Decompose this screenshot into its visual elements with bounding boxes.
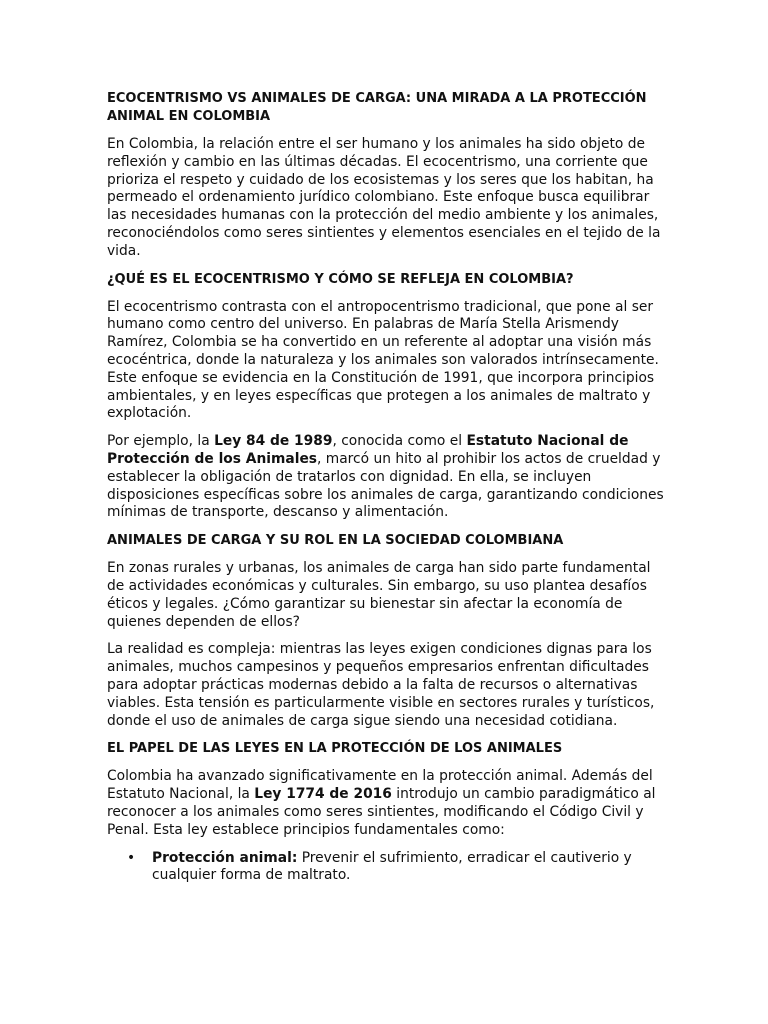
text-span: Por ejemplo, la [107,433,215,450]
list-item [127,849,667,886]
section-heading-animales-carga: ANIMALES DE CARGA Y SU ROL EN LA SOCIEDAD COLOMBIANA [107,533,564,549]
ley-84-paragraph [107,433,667,522]
ley-1774-bold: Ley 1774 de 2016 [254,786,392,803]
section-heading-ecocentrismo: ¿QUÉ ES EL ECOCENTRISMO Y CÓMO SE REFLEJA EN COLOMBIA? [107,271,574,287]
ley-84-bold: Ley 84 de 1989 [214,433,333,450]
intro-paragraph: En Colombia, la relación entre el ser humano y los animales ha sido objeto de reflexión y cambio en las últimas décadas. El ecocentrismo, una corriente que prioriza el respeto y cuidado de los ecosistemas y los seres que los habitan, ha permeado el ordenamiento jurídico colombiano. Este enfoque busca equilibrar las necesidades humanas con la protección del medio ambiente y los animales, reconociéndolos como seres sintientes y elementos esenciales en el tejido de la vida. [107,136,661,259]
list-item-text: Prevenir el sufrimiento, erradicar el cautiverio y cualquier forma de maltrato. [152,849,632,884]
document-title: ECOCENTRISMO VS ANIMALES DE CARGA: UNA MIRADA A LA PROTECCIÓN ANIMAL EN COLOMBIA [107,91,647,124]
section-heading-leyes: EL PAPEL DE LAS LEYES EN LA PROTECCIÓN DE LOS ANIMALES [107,741,563,757]
text-span: , conocida como el [332,433,467,450]
estatuto-bold: Estatuto Nacional de Protección de los Animales [107,433,629,467]
document-page [107,90,667,885]
animales-carga-paragraph-1: En zonas rurales y urbanas, los animales de carga han sido parte fundamental de actividades económicas y culturales. Sin embargo, su uso plantea desafíos éticos y legales. ¿Cómo garantizar su bienestar sin afectar la economía de quienes dependen de ellos? [107,560,651,630]
leyes-paragraph [107,768,667,839]
text-span: introdujo un cambio paradigmático al reconocer a los animales como seres sintientes, modificando el Código Civil y Penal. Esta ley establece principios fundamentales como: [107,786,656,838]
text-span: Colombia ha avanzado significativamente en la protección animal. Además del Estatuto Nacional, la [107,768,653,803]
ecocentrismo-paragraph: El ecocentrismo contrasta con el antropocentrismo tradicional, que pone al ser humano como centro del universo. En palabras de María Stella Arismendy Ramírez, Colombia se ha convertido en un referente al adoptar una visión más ecocéntrica, donde la naturaleza y los animales son valorados intrínsecamente. Este enfoque se evidencia en la Constitución de 1991, que incorpora principios ambientales, y en leyes específicas que protegen a los animales de maltrato y explotación. [107,298,659,422]
principles-list [107,850,667,886]
list-item-label: Protección animal: [152,849,298,866]
text-span: , marcó un hito al prohibir los actos de crueldad y establecer la obligación de tratarlos con dignidad. En ella, se incluyen disposiciones específicas sobre los animales de carga, garantizando condiciones mínimas de transporte, descanso y alimentación. [107,450,664,521]
animales-carga-paragraph-2: La realidad es compleja: mientras las leyes exigen condiciones dignas para los animales, muchos campesinos y pequeños empresarios enfrentan dificultades para adoptar prácticas modernas debido a la falta de recursos o alternativas viables. Esta tensión es particularmente visible en sectores rurales y turísticos, donde el uso de animales de carga sigue siendo una necesidad cotidiana. [107,641,655,729]
bullet-icon: • [127,849,136,866]
